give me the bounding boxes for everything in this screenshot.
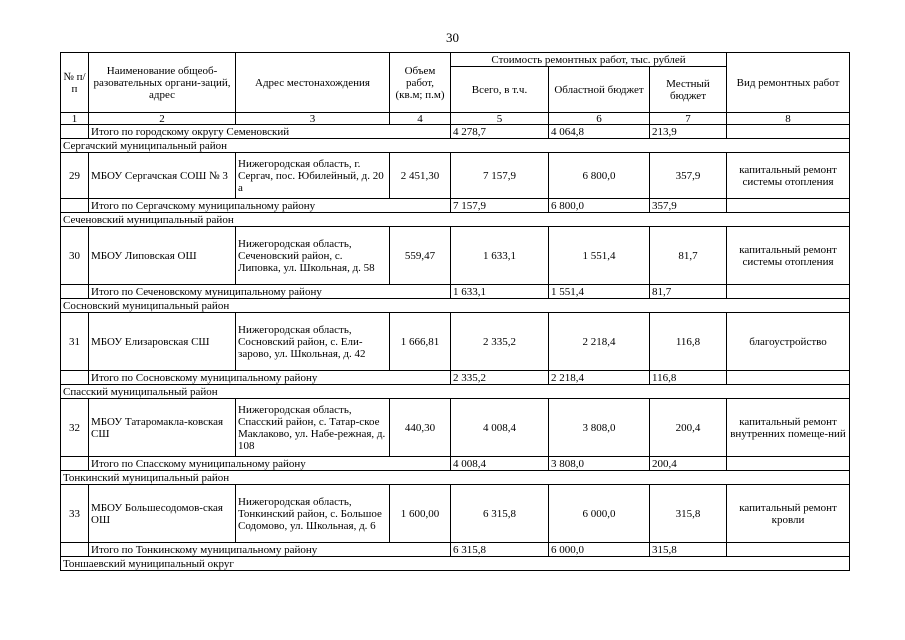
cost-local: 116,8 [650,313,727,371]
subtotal-row [61,371,850,385]
repair-kind: капитальный ремонт кровли [727,485,850,543]
org-name: МБОУ Большесодомов-ская ОШ [89,485,236,543]
cost-total: 7 157,9 [451,153,549,199]
header-volume: Объем работ, (кв.м; п.м) [390,53,451,113]
subtotal-local: 357,9 [650,199,727,213]
org-address: Нижегородская область, Спасский район, с. Татар-ское Маклаково, ул. Набе-режная, д. 108 [236,399,390,457]
header-org-name: Наименование общеоб-разовательных органи-заций, адрес [89,53,236,113]
table-row [61,399,850,457]
subtotal-total: 6 315,8 [451,543,549,557]
org-name: МБОУ Сергачская СОШ № 3 [89,153,236,199]
subtotal-row [61,285,850,299]
repair-kind: капитальный ремонт внутренних помеще-ний [727,399,850,457]
cost-total: 1 633,1 [451,227,549,285]
repair-kind: капитальный ремонт системы отопления [727,227,850,285]
repair-kind: капитальный ремонт системы отопления [727,153,850,199]
cost-regional: 3 808,0 [549,399,650,457]
repair-kind: благоустройство [727,313,850,371]
org-address: Нижегородская область, г. Сергач, пос. Юбилейный, д. 20 а [236,153,390,199]
cost-local: 81,7 [650,227,727,285]
cost-total: 2 335,2 [451,313,549,371]
subtotal-local: 116,8 [650,371,727,385]
column-number: 1 [61,113,89,125]
cost-local: 357,9 [650,153,727,199]
subtotal-label: Итого по Тонкинскому муниципальному району [89,543,451,557]
row-num: 33 [61,485,89,543]
subtotal-total: 1 633,1 [451,285,549,299]
district-row [61,299,850,313]
district-row [61,213,850,227]
subtotal-local: 315,8 [650,543,727,557]
column-number: 3 [236,113,390,125]
work-volume: 559,47 [390,227,451,285]
row-num: 30 [61,227,89,285]
cost-total: 4 008,4 [451,399,549,457]
district-name: Тонкинский муниципальный район [61,471,390,485]
cost-regional: 2 218,4 [549,313,650,371]
subtotal-local: 213,9 [650,125,727,139]
org-address: Нижегородская область, Сосновский район, с. Ели-зарово, ул. Школьная, д. 42 [236,313,390,371]
subtotal-row [61,543,850,557]
header-local-budget: Местный бюджет [650,67,727,113]
org-name: МБОУ Липовская ОШ [89,227,236,285]
org-name: МБОУ Татаромакла-ковская СШ [89,399,236,457]
column-number: 2 [89,113,236,125]
district-row [61,385,850,399]
subtotal-regional: 1 551,4 [549,285,650,299]
subtotal-regional: 6 000,0 [549,543,650,557]
header-num: № п/п [61,53,89,113]
table-row [61,485,850,543]
header-address: Адрес местонахождения [236,53,390,113]
column-number: 8 [727,113,850,125]
column-number-row [61,113,850,125]
cost-regional: 1 551,4 [549,227,650,285]
header-repair-kind: Вид ремонтных работ [727,53,850,113]
subtotal-label: Итого по Сосновскому муниципальному району [89,371,451,385]
column-number: 6 [549,113,650,125]
district-row [61,471,850,485]
subtotal-label: Итого по Спасскому муниципальному району [89,457,451,471]
subtotal-regional: 4 064,8 [549,125,650,139]
header-cost-group: Стоимость ремонтных работ, тыс. рублей [451,53,727,67]
header-regional-budget: Областной бюджет [549,67,650,113]
row-num: 32 [61,399,89,457]
org-address: Нижегородская область, Тонкинский район, с. Большое Содомово, ул. Школьная, д. 6 [236,485,390,543]
subtotal-total: 4 278,7 [451,125,549,139]
page-number: 30 [446,30,459,45]
table-row [61,313,850,371]
cost-local: 200,4 [650,399,727,457]
subtotal-row [61,199,850,213]
org-name: МБОУ Елизаровская СШ [89,313,236,371]
work-volume: 1 600,00 [390,485,451,543]
work-volume: 2 451,30 [390,153,451,199]
cost-local: 315,8 [650,485,727,543]
district-name: Сеченовский муниципальный район [61,213,390,227]
repair-costs-table [60,52,850,571]
table-row [61,227,850,285]
subtotal-total: 7 157,9 [451,199,549,213]
subtotal-row [61,125,850,139]
work-volume: 440,30 [390,399,451,457]
district-name: Тоншаевский муниципальный округ [61,557,390,571]
subtotal-row [61,457,850,471]
table-row [61,153,850,199]
cost-regional: 6 000,0 [549,485,650,543]
district-name: Спасский муниципальный район [61,385,390,399]
subtotal-total: 4 008,4 [451,457,549,471]
subtotal-label: Итого по Сергачскому муниципальному району [89,199,451,213]
header-total: Всего, в т.ч. [451,67,549,113]
subtotal-label: Итого по Сеченовскому муниципальному району [89,285,451,299]
subtotal-regional: 6 800,0 [549,199,650,213]
district-row [61,557,850,571]
district-name: Сергачский муниципальный район [61,139,390,153]
district-name: Сосновский муниципальный район [61,299,390,313]
work-volume: 1 666,81 [390,313,451,371]
column-number: 4 [390,113,451,125]
subtotal-label: Итого по городскому округу Семеновский [89,125,451,139]
district-row [61,139,850,153]
column-number: 5 [451,113,549,125]
row-num: 29 [61,153,89,199]
column-number: 7 [650,113,727,125]
subtotal-total: 2 335,2 [451,371,549,385]
org-address: Нижегородская область, Сеченовский район, с. Липовка, ул. Школьная, д. 58 [236,227,390,285]
subtotal-regional: 2 218,4 [549,371,650,385]
subtotal-local: 200,4 [650,457,727,471]
cost-total: 6 315,8 [451,485,549,543]
cost-regional: 6 800,0 [549,153,650,199]
subtotal-regional: 3 808,0 [549,457,650,471]
row-num: 31 [61,313,89,371]
subtotal-local: 81,7 [650,285,727,299]
